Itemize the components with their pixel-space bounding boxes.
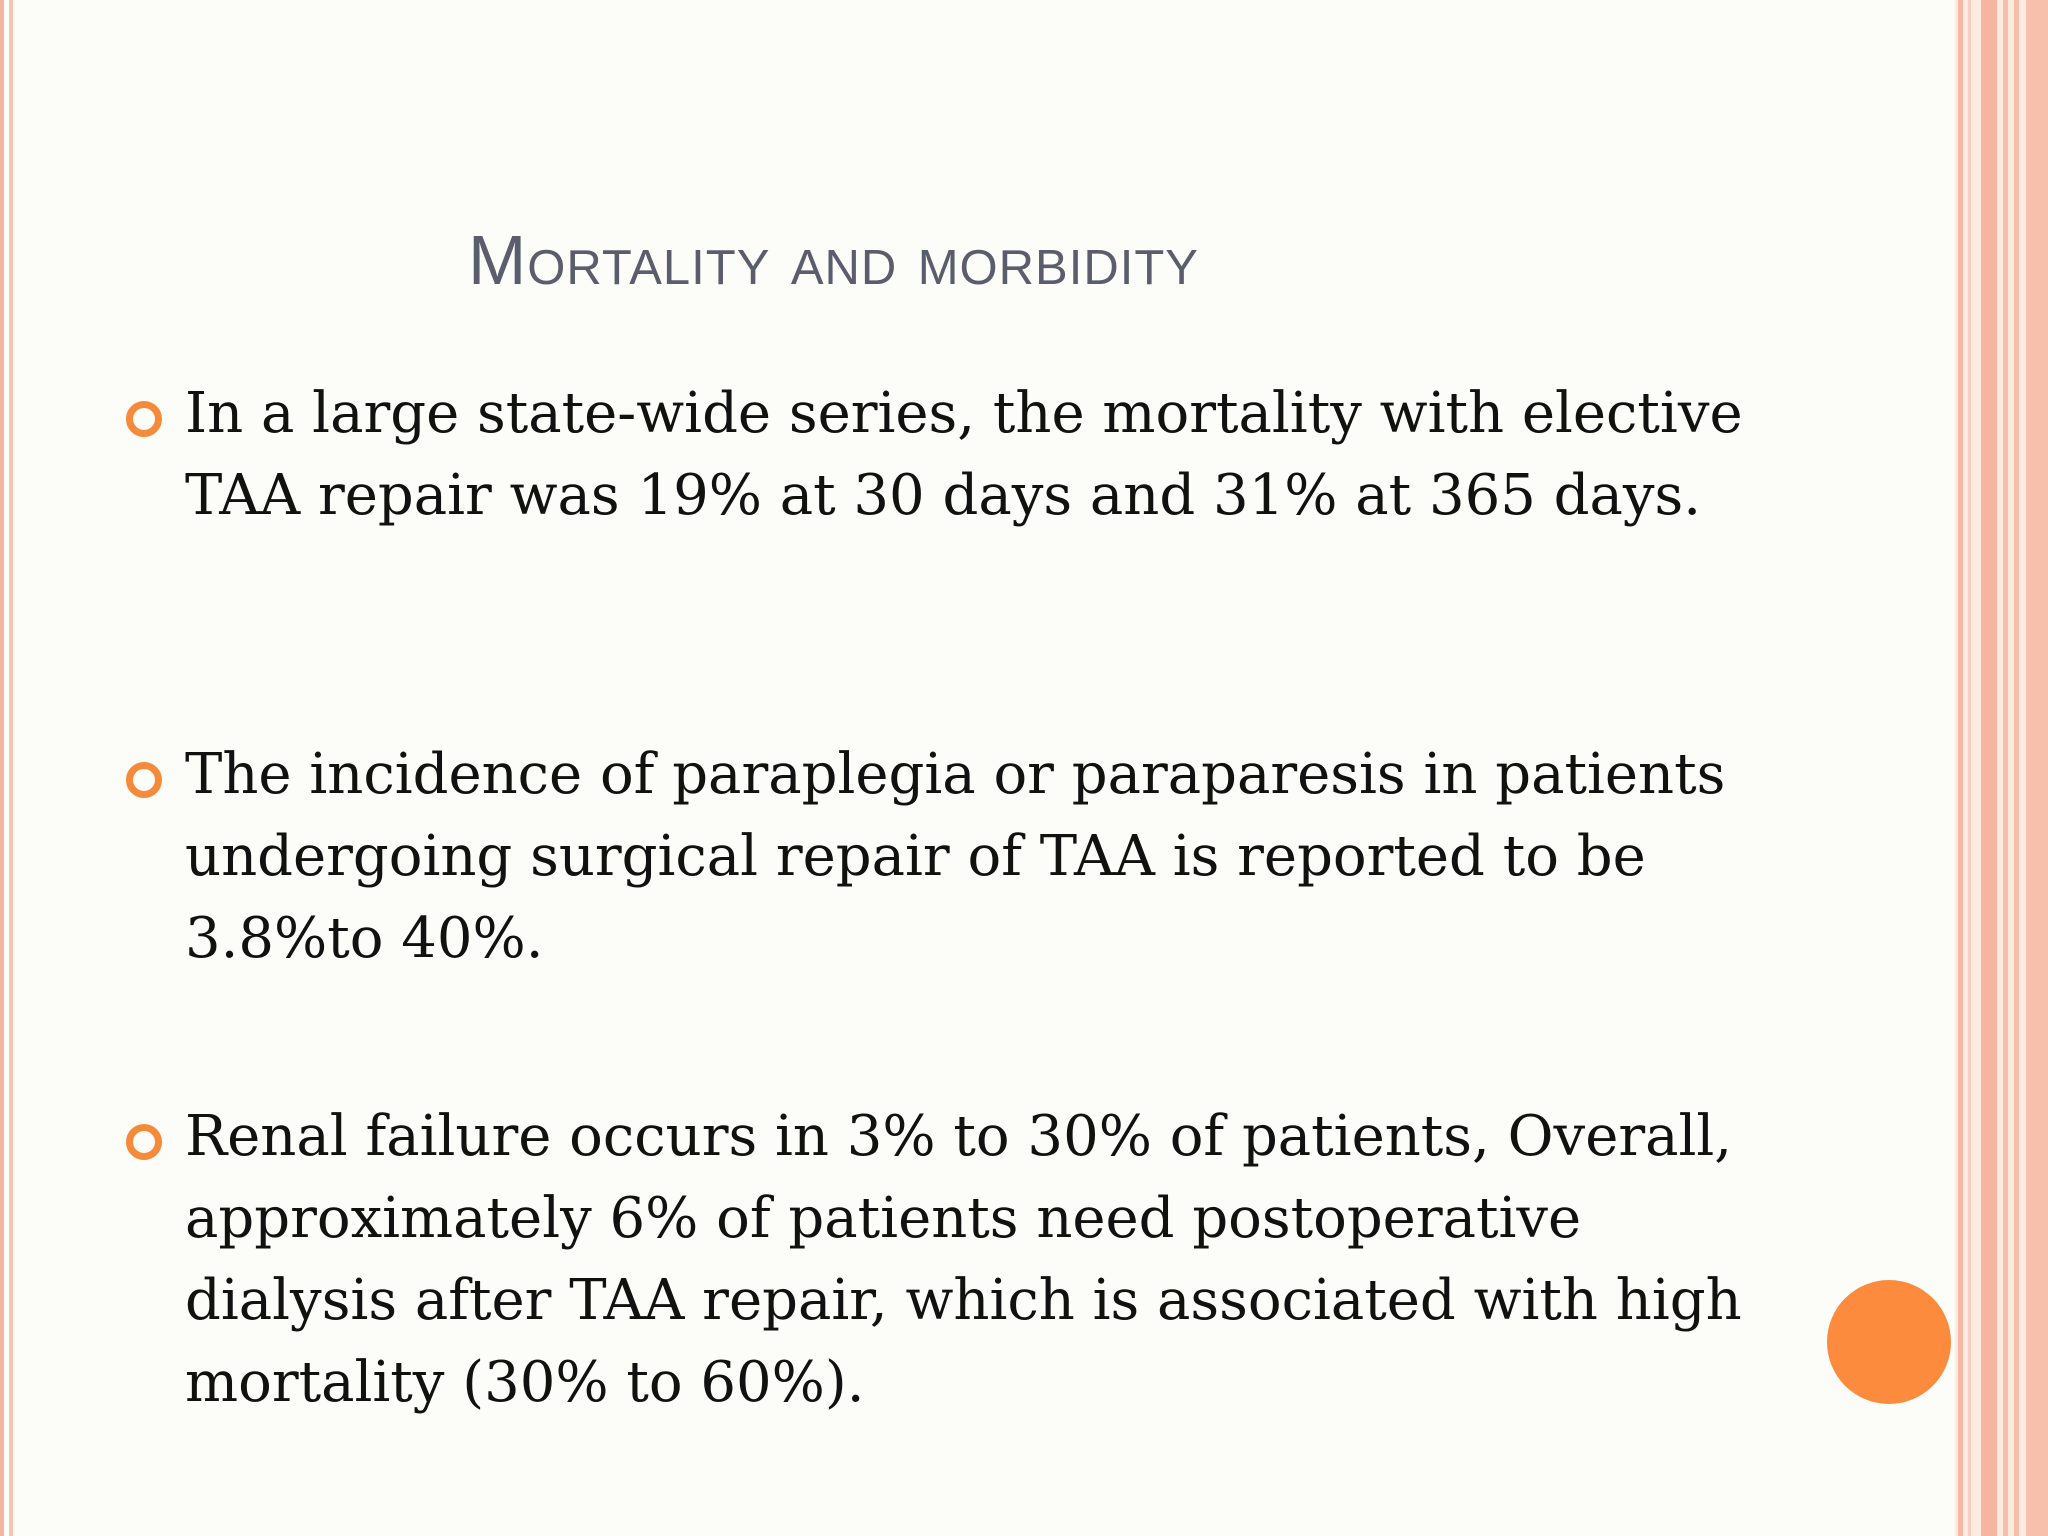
left-border-outer — [0, 0, 4, 1536]
bullet-item: In a large state-wide series, the mortality with elective TAA repair was 19% at 30 days and 31% at 365 days. — [185, 381, 1743, 528]
bullet-circle-icon — [126, 762, 162, 798]
right-stripe — [1958, 0, 1963, 1536]
bullet-circle-icon — [126, 1124, 162, 1160]
left-border-inner — [9, 0, 13, 1536]
right-stripe — [2026, 0, 2048, 1536]
bullet-item: The incidence of paraplegia or paraparesis in patients undergoing surgical repair of TAA is reported to be 3.8%to 40%. — [185, 742, 1726, 971]
bullet-circle-icon — [126, 401, 162, 437]
right-stripe — [1968, 0, 1971, 1536]
right-stripe — [2014, 0, 2019, 1536]
right-stripe — [2003, 0, 2008, 1536]
orange-circle-decoration — [1827, 1280, 1951, 1404]
bullet-item: Renal failure occurs in 3% to 30% of patients, Overall, approximately 6% of patients need postoperative dialysis after TAA repair, which is associated with high mortality (30% to 60%). — [185, 1104, 1742, 1415]
slide-title: Mortality and morbidity — [468, 221, 1199, 299]
right-stripe — [1981, 0, 1997, 1536]
